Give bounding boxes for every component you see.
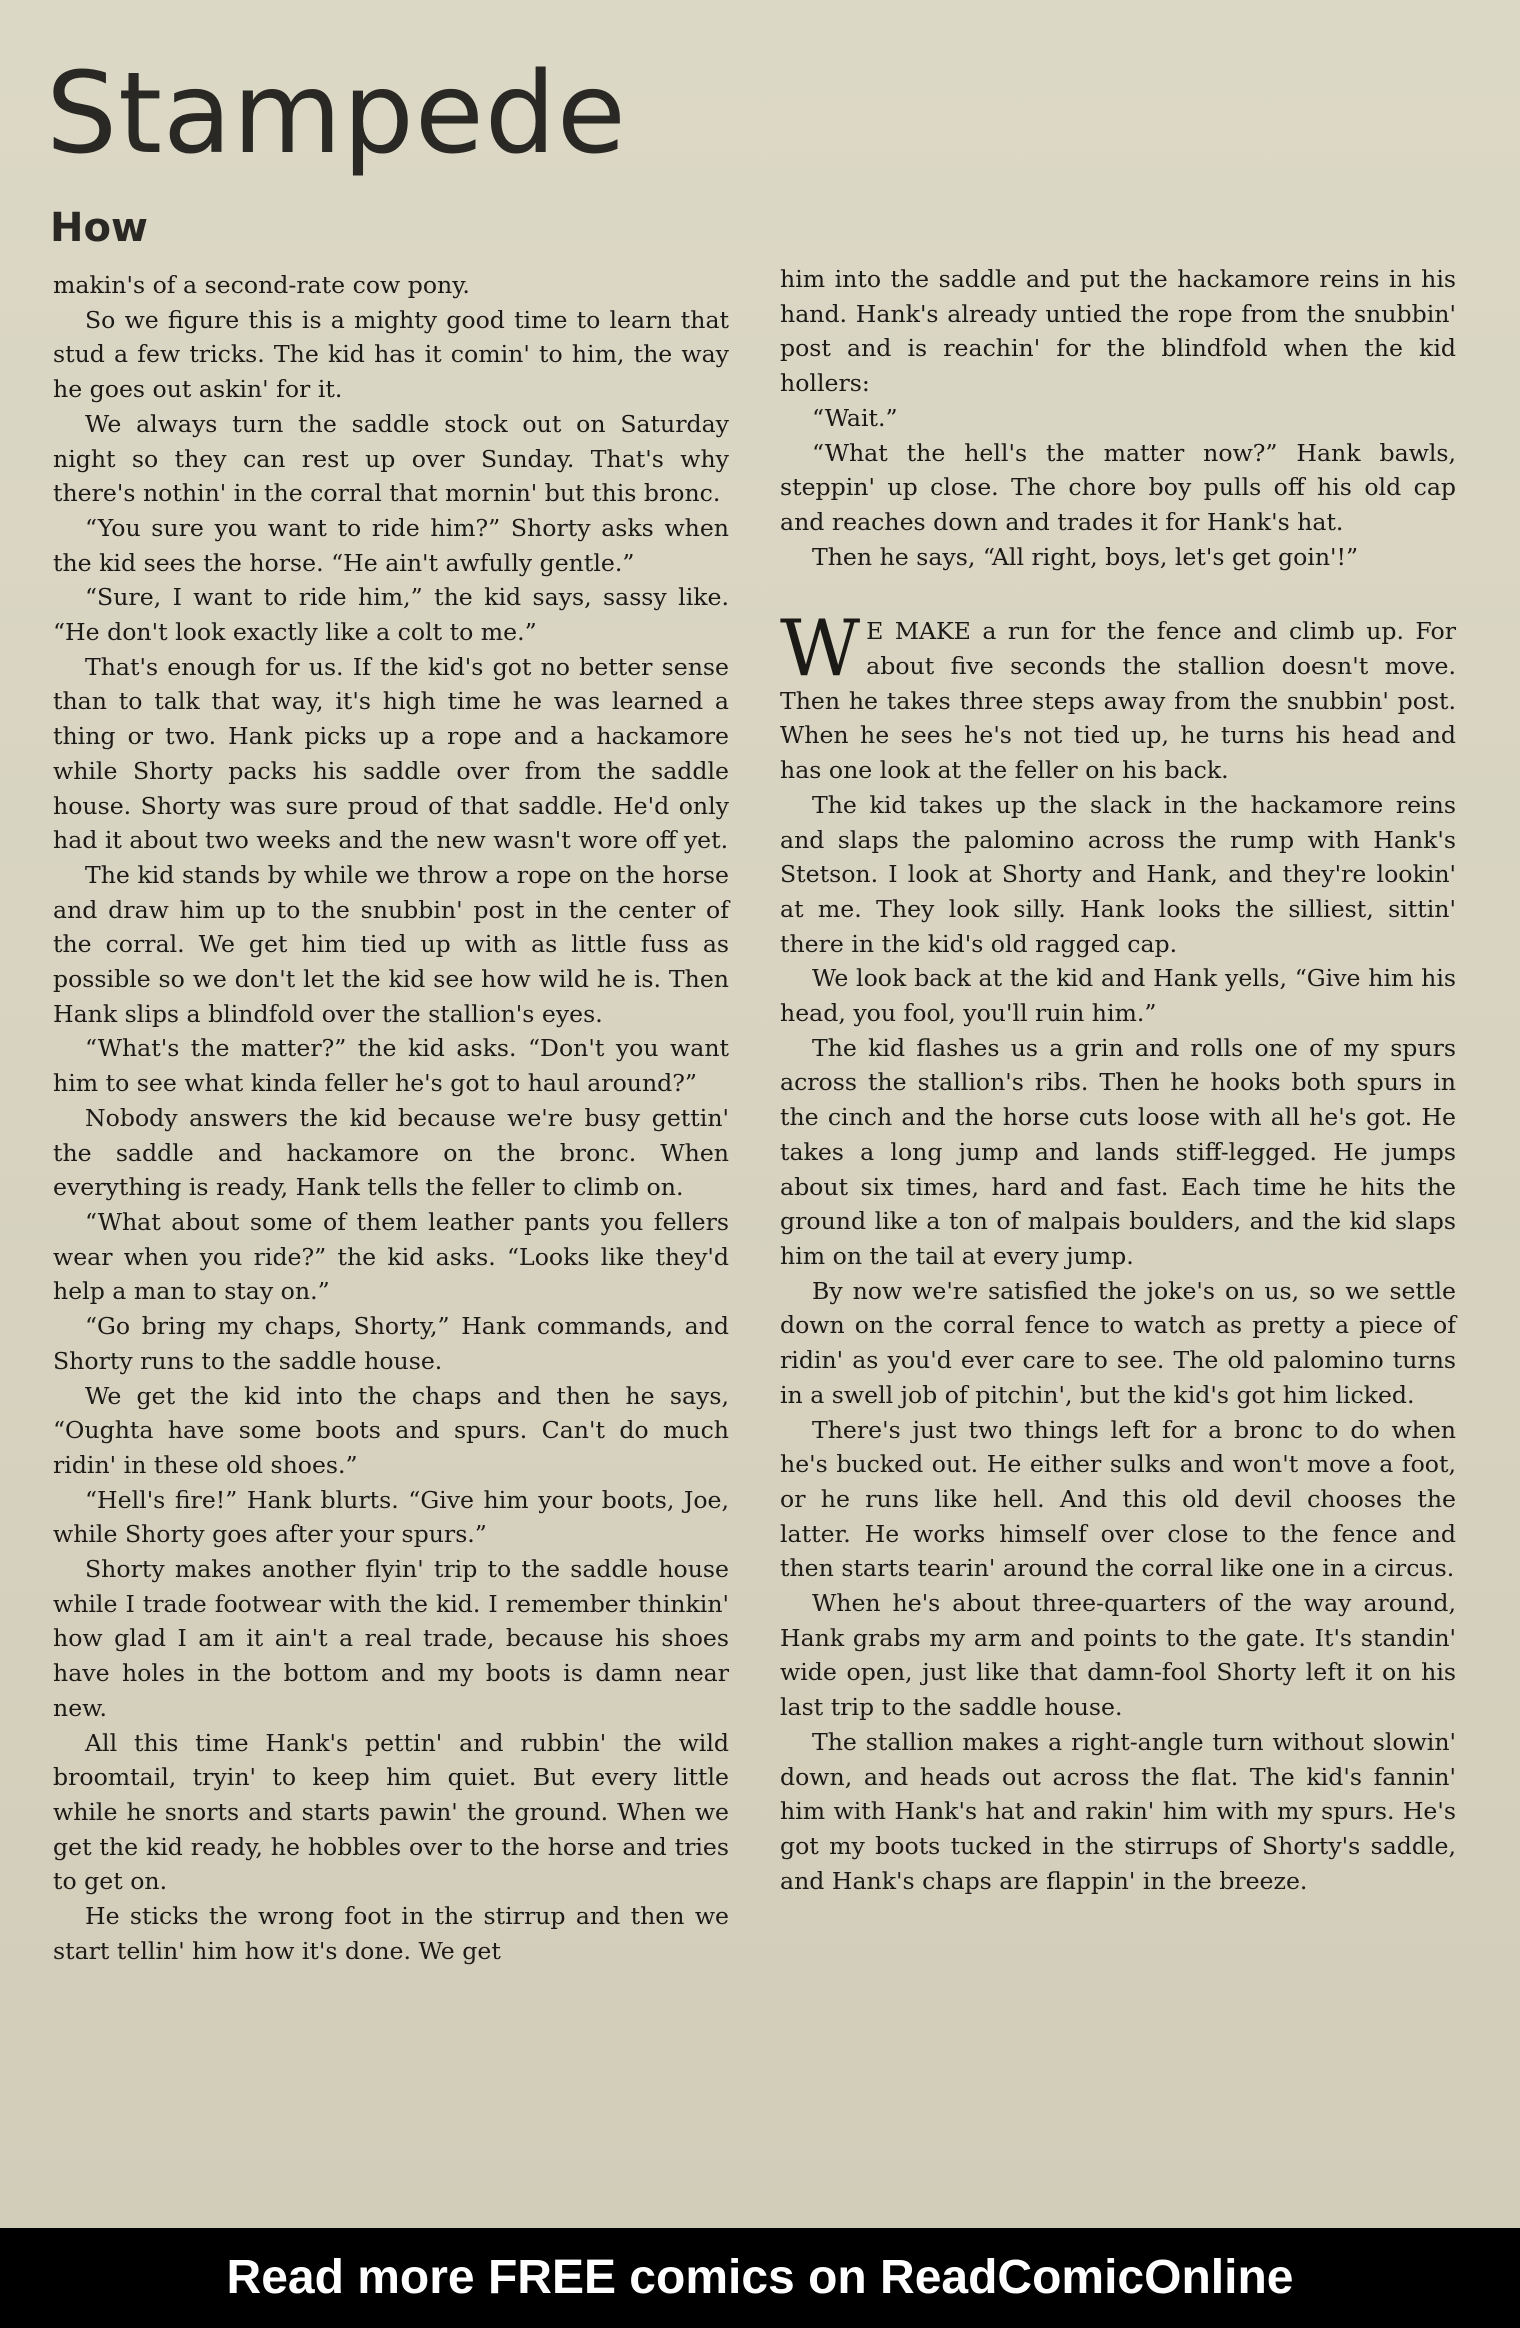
paragraph: “You sure you want to ride him?” Shorty asks when the kid sees the horse. “He ain't awfully gentle.” [53,513,729,577]
drop-cap: W [780,604,861,695]
paragraph: When he's about three-quarters of the way around, Hank grabs my arm and points to the gate. It's standin' wide open, just like that damn-fool Shorty left it on his last trip to the saddle house. [780,1589,1456,1722]
paragraph: “Wait.” [812,403,898,432]
page-title: Stampede [46,49,627,179]
left-column [53,268,729,1968]
paragraph: We always turn the saddle stock out on Saturday night so they can rest up over Sunday. That's why there's nothin' in the corral that mornin' but this bronc. [53,409,729,508]
paragraph: That's enough for us. If the kid's got no better sense than to talk that way, it's high time he was learned a thing or two. Hank picks up a rope and a hackamore while Shorty packs his saddle over from the saddle house. Shorty was sure proud of that saddle. He'd only had it about two weeks and the new wasn't wore off yet. [53,652,729,855]
paragraph: The kid takes up the slack in the hackamore reins and slaps the palomino across the rump with Hank's Stetson. I look at Shorty and Hank, and they're lookin' at me. They look silly. Hank looks the silliest, sittin' there in the kid's old ragged cap. [780,790,1456,958]
paragraph: Then he says, “All right, boys, let's get goin'!” [812,542,1359,571]
paragraph: “What's the matter?” the kid asks. “Don't you want him to see what kinda feller he's got to haul around?” [53,1034,729,1098]
page-subtitle: How [50,205,148,251]
paragraph-section-start [780,604,1456,788]
paragraph: Nobody answers the kid because we're busy gettin' the saddle and hackamore on the bronc. When everything is ready, Hank tells the feller to climb on. [53,1103,729,1202]
paragraph: “Hell's fire!” Hank blurts. “Give him your boots, Joe, while Shorty goes after your spurs.” [53,1485,729,1549]
paragraph-text: E MAKE a run for the fence and climb up. For about five seconds the stallion doesn't move. Then he takes three steps away from the snubbin' post. When he sees he's not tied up, he turns his head and has one look at the feller on his back. [780,617,1456,785]
paragraph: All this time Hank's pettin' and rubbin' the wild broomtail, tryin' to keep him quiet. But every little while he snorts and starts pawin' the ground. When we get the kid ready, he hobbles over to the horse and tries to get on. [53,1728,729,1896]
paragraph: him into the saddle and put the hackamore reins in his hand. Hank's already untied the rope from the snubbin' post and is reachin' for the blindfold when the kid hollers: [780,265,1456,398]
paragraph: “Sure, I want to ride him,” the kid says, sassy like. “He don't look exactly like a colt to me.” [53,583,729,647]
paragraph: The kid stands by while we throw a rope on the horse and draw him up to the snubbin' post in the center of the corral. We get him tied up with as little fuss as possible so we don't let the kid see how wild he is. Then Hank slips a blindfold over the stallion's eyes. [53,860,729,1028]
paragraph: By now we're satisfied the joke's on us, so we settle down on the corral fence to watch as pretty a piece of ridin' as you'd ever care to see. The old palomino turns in a swell job of pitchin', but the kid's got him licked. [780,1276,1456,1409]
right-column [780,262,1456,1898]
paragraph: So we figure this is a mighty good time to learn that stud a few tricks. The kid has it comin' to him, the way he goes out askin' for it. [53,305,729,404]
paragraph: We get the kid into the chaps and then he says, “Oughta have some boots and spurs. Can't do much ridin' in these old shoes.” [53,1381,729,1479]
paragraph: The kid flashes us a grin and rolls one of my spurs across the stallion's ribs. Then he hooks both spurs in the cinch and the horse cuts loose with all he's got. He takes a long jump and lands stiff-legged. He jumps about six times, hard and fast. Each time he hits the ground like a ton of malpais boulders, and the kid slaps him on the tail at every jump. [780,1033,1456,1270]
paragraph: “What about some of them leather pants you fellers wear when you ride?” the kid asks. “Looks like they'd help a man to stay on.” [53,1207,729,1306]
footer-banner[interactable]: Read more FREE comics on ReadComicOnline [0,2228,1520,2328]
paragraph: “Go bring my chaps, Shorty,” Hank commands, and Shorty runs to the saddle house. [53,1312,729,1375]
paragraph: “What the hell's the matter now?” Hank bawls, steppin' up close. The chore boy pulls off his old cap and reaches down and trades it for Hank's hat. [780,438,1456,536]
paragraph: There's just two things left for a bronc to do when he's bucked out. He either sulks and won't move a foot, or he runs like hell. And this old devil chooses the latter. He works himself over close to the fence and then starts tearin' around the corral like one in a circus. [780,1415,1456,1583]
paragraph: Shorty makes another flyin' trip to the saddle house while I trade footwear with the kid. I remember thinkin' how glad I am it ain't a real trade, because his shoes have holes in the bottom and my boots is damn near new. [53,1555,729,1722]
paragraph: makin's of a second-rate cow pony. [53,271,470,299]
paragraph: We look back at the kid and Hank yells, “Give him his head, you fool, you'll ruin him.” [780,964,1456,1028]
paragraph: The stallion makes a right-angle turn without slowin' down, and heads out across the flat. The kid's fannin' him with Hank's hat and rakin' him with my spurs. He's got my boots tucked in the stirrups of Shorty's saddle, and Hank's chaps are flappin' in the breeze. [780,1727,1456,1895]
paragraph: He sticks the wrong foot in the stirrup and then we start tellin' him how it's done. We get [53,1902,729,1965]
